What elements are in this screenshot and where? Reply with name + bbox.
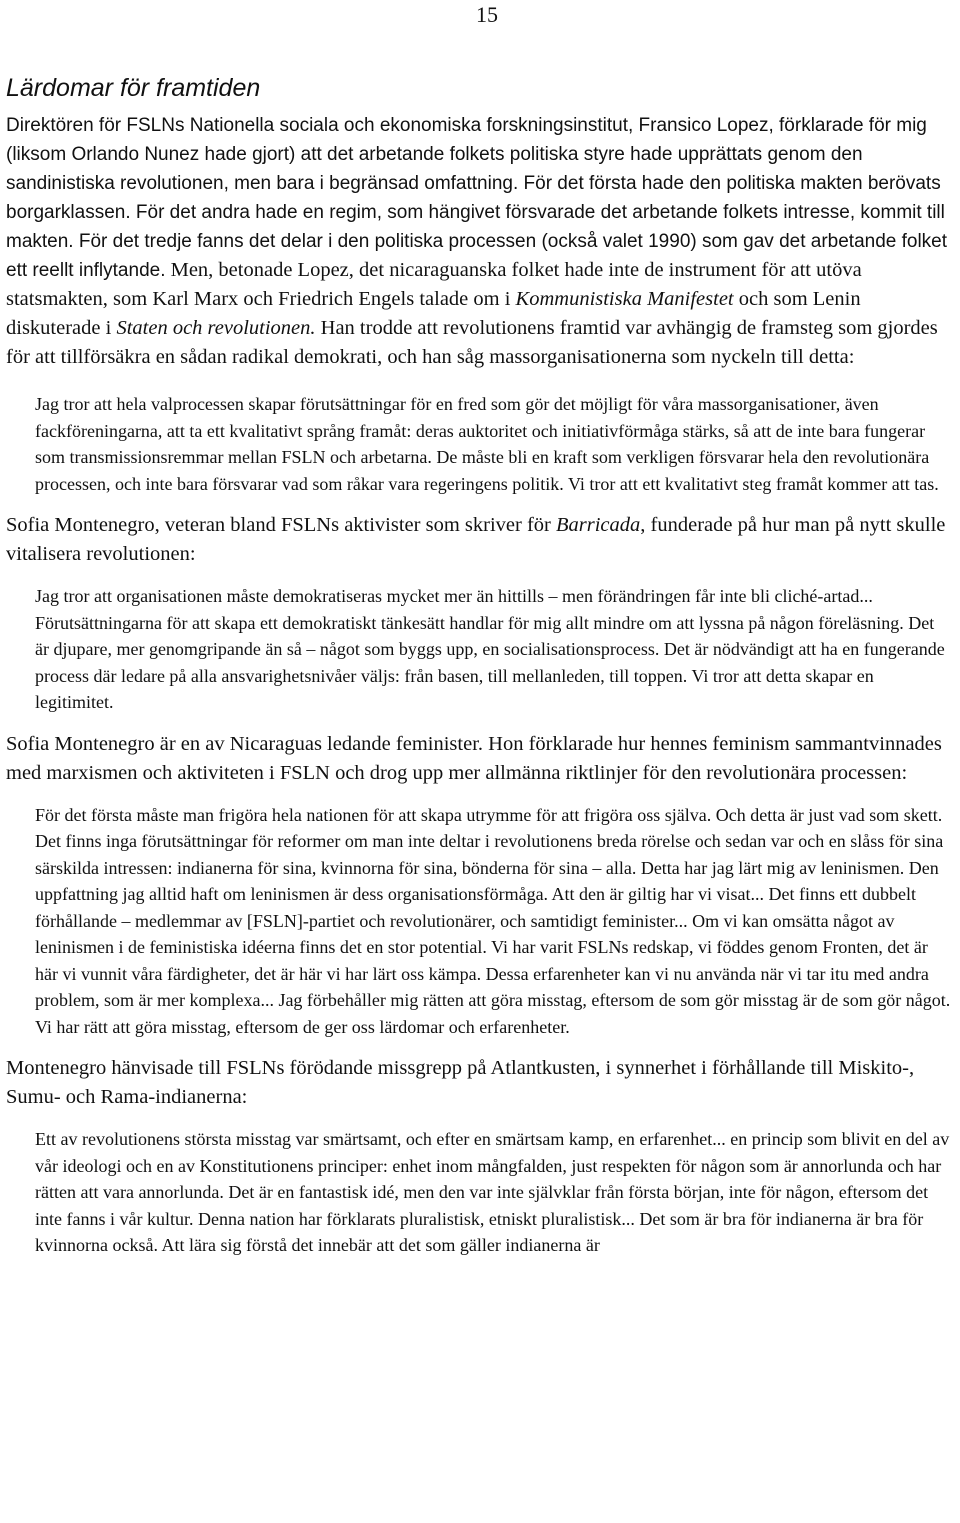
section-heading: Lärdomar för framtiden bbox=[6, 74, 261, 102]
intro-text-4: Han trodde att revolutionens framtid var avhängig de framsteg som gjordes för att tillförsäkra en sådan radikal demokrati, och han såg massorganisationerna som nyckeln till detta: bbox=[6, 317, 938, 368]
paragraph-atlantic-coast: Montenegro hänvisade till FSLNs förödande missgrepp på Atlantkusten, i synnerhet i förhållande till Miskito-, Sumu- och Rama-indianerna: bbox=[6, 1057, 915, 1108]
quote-montenegro-pluralism: Ett av revolutionens största misstag var smärtsamt, och efter en smärtsam kamp, en erfarenhet... en princip som blivit en del av vår ideologi och en av Konstitutionens principer: enhet inom mångfalden, just respekten för någon som är annorlunda och har rätten att vara annorlunda. Det är en fantastisk idé, men den var inte självklar från första början, inte för någon, eftersom det inte fanns i vår kultur. Denna nation har förklarats pluralistisk, etniskt pluralistisk... Det som är bra för indianerna är bra för kvinnorna också. Att lära sig förstå det innebär att det som gäller indianerna är bbox=[35, 1129, 950, 1255]
para2-text-before: Sofia Montenegro, veteran bland FSLNs aktivister som skriver för bbox=[6, 514, 556, 536]
page-number: 15 bbox=[476, 2, 498, 27]
intro-sans-text: Direktören för FSLNs Nationella sociala och ekonomiska forskningsinstitut, Fransico Lopez, förklarade för mig (liksom Orlando Nunez hade gjort) att det arbetande folkets politiska styre hade upprättats genom den sandinistiska revolutionen, men bara i begränsad omfattning. För det första hade den politiska makten berövats borgarklassen. För det andra hade en regim, som hängivet försvarade det arbetande folkets intresse, kommit till makten. För det tredje fanns det delar i den politiska processen (också valet 1990) som gav det arbetande folket ett reellt inflytande. bbox=[6, 115, 948, 281]
book-title-manifest: Kommunistiska Manifestet bbox=[515, 288, 734, 310]
intro-text-2: Men, betonade Lopez, det nicaraguanska folket hade inte de instrument för att utöva statsmakten, som Karl Marx och Friedrich Engels talade om i bbox=[6, 259, 862, 310]
paragraph-montenegro-feminism: Sofia Montenegro är en av Nicaraguas ledande feminister. Hon förklarade hur hennes feminism sammantvinnades med marxismen och aktiviteten i FSLN och drog upp mer allmänna riktlinjer för den revolutionära processen: bbox=[6, 732, 942, 784]
document-body bbox=[6, 72, 952, 1273]
paragraph-montenegro-intro bbox=[6, 511, 952, 569]
book-title-staten: Staten och revolutionen. bbox=[116, 317, 316, 339]
quote-montenegro-leninism: För det första måste man frigöra hela nationen för att skapa utrymme för att frigöra oss själva. Och detta är just vad som skett. Det finns inga förutsättningar för reformer om man inte deltar i revolutionens breda rörelse och sedan var och en slåss för sina särskilda intressen: indianerna för sina, kvinnorna för sina, bönderna för sina – alla. Detta har jag lärt mig av leninismen. Den uppfattning jag alltid haft om leninismen är dess organisationsförmåga. Att den är giltig har vi visat... Det finns ett dubbelt förhållande – medlemmar av [FSLN]-partiet och revolutionärer, och samtidigt feminister... Om vi kan omsätta något av leninismen i de feministiska idéerna finns det en stor potential. Vi har varit FSLNs redskap, vi föddes genom Fronten, det är här vi vunnit våra färdigheter, det är här vi har lärt oss kämpa. Dessa erfarenheter kan vi nu använda när vi tar itu med andra problem, som är mer komplexa... Jag förbehåller mig rätten att göra misstag, eftersom de som gör misstag är de som gör något. Vi har rätt att göra misstag, eftersom de ger oss lärdomar och erfarenheter. bbox=[35, 804, 951, 1037]
para2-text-after: , funderade på hur man på nytt skulle vitalisera revolutionen: bbox=[6, 514, 946, 565]
intro-text-3: och som Lenin diskuterade i bbox=[6, 288, 861, 339]
quote-montenegro-democracy: Jag tror att organisationen måste demokratiseras mycket mer än hittills – men förändringen får inte bli cliché-artad... Förutsättningarna för att skapa ett demokratiskt tänkesätt handlar för mig allt mindre om att lyssna på någon föreläsning. Det är djupare, mer genomgripande än så – något som byggs upp, en socialisationsprocess. Det är nödvändigt att ha en fungerande process där ledare på alla ansvarighetsnivåer väljs: från basen, till mellanleden, till toppen. Vi tror att detta skapar en legitimitet. bbox=[35, 586, 945, 712]
quote-lopez: Jag tror att hela valprocessen skapar förutsättningar för en fred som gör det möjligt för våra massorganisationer, även fackföreningarna, att ta ett kvalitativt språng framåt: deras auktoritet och initiativförmåga stärks, så att de inte bara fungerar som transmissionsremmar mellan FSLN och arbetarna. De måste bli en kraft som verkligen försvarar hela den revolutionära processen, och inte bara försvarar vad som råkar vara regeringens politik. Vi tror att ett kvalitativt steg framåt kommer att tas. bbox=[35, 394, 939, 494]
newspaper-title-barricada: Barricada bbox=[555, 514, 641, 536]
intro-paragraph bbox=[6, 111, 952, 372]
